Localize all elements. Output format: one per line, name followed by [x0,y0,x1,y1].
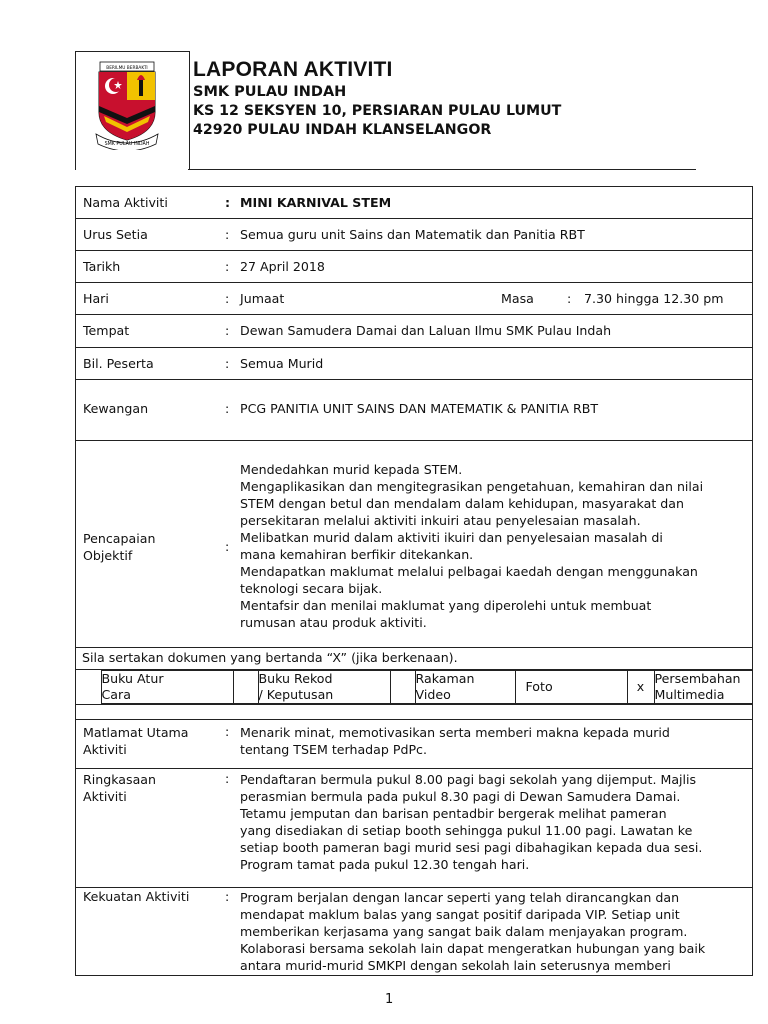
checkbox-foto[interactable]: x [627,671,654,704]
text-line: setiap booth pameran bagi murid sesi pagi dibahagikan kepada dua sesi. [240,840,703,855]
objektif-line: Mendedahkan murid kepada STEM. [240,462,463,477]
text-line: Kolaborasi bersama sekolah lain dapat mengeratkan hubungan yang baik [240,941,706,956]
dokumen-label: Persembahan [654,671,741,686]
value-kewangan: PCG PANITIA UNIT SAINS DAN MATEMATIK & PANITIA RBT [240,401,599,416]
dokumen-label: Multimedia [654,687,725,702]
label-line: Ringkasaan [83,772,156,787]
school-name: SMK PULAU INDAH [193,84,347,100]
label-bil-peserta: Bil. Peserta [83,356,154,371]
text-line: Menarik minat, memotivasikan serta memberi makna kepada murid [240,725,670,740]
label-line: Aktiviti [83,742,127,757]
label-ringkasan-aktiviti [83,771,156,805]
label-kewangan: Kewangan [83,401,149,416]
label-line: Matlamat Utama [83,725,189,740]
text-line: antara murid-murid SMKPI dengan sekolah lain seterusnya memberi [240,958,671,973]
dokumen-label: Buku Atur [101,671,164,686]
colon: : [225,401,230,416]
dokumen-label: Buku Rekod [258,671,333,686]
report-table [75,186,753,976]
school-address-line2: 42920 PULAU INDAH KLANSELANGOR [193,122,492,138]
row-matlamat-utama [76,720,753,769]
crest-motto: BERILMU BERBAKTI [106,66,148,71]
crest-name: SMK PULAU INDAH [104,142,150,147]
dokumen-foto [515,671,627,704]
header-underline [188,169,696,170]
row-dokumen-instruction [76,648,753,670]
dokumen-buku-atur-cara [101,671,233,704]
text-line: yang disediakan di setiap booth sehingga pukul 11.00 pagi. Lawatan ke [240,823,693,838]
checkbox-buku-rekod[interactable] [233,671,258,704]
page-number: 1 [385,992,394,1007]
label-pencapaian: Pencapaian [83,531,156,546]
row-hari [76,283,753,315]
dokumen-label: Cara [101,687,131,702]
colon: : [225,724,230,739]
objektif-line: Mentafsir dan menilai maklumat yang diperolehi untuk membuat [240,598,652,613]
row-tarikh [76,251,753,283]
label-tempat: Tempat [83,323,130,338]
row-bil-peserta [76,348,753,380]
school-crest-logo [94,60,160,150]
colon: : [225,291,230,306]
objektif-list [240,461,703,631]
row-kekuatan-aktiviti [76,888,753,976]
text-line: Program berjalan dengan lancar seperti yang telah dirancangkan dan [240,890,680,905]
colon: : [567,291,572,306]
label-tarikh: Tarikh [83,259,121,274]
label-nama-aktiviti: Nama Aktiviti [83,195,168,210]
dokumen-persembahan-multimedia [654,671,753,704]
report-title: LAPORAN AKTIVITI [193,58,393,81]
row-pencapaian-objektif [76,441,753,648]
colon: : [225,539,230,554]
colon: : [225,771,230,786]
text-line: Tetamu jemputan dan barisan pentadbir bergerak melihat pameran [240,806,667,821]
colon: : [225,259,230,274]
row-kewangan [76,380,753,441]
objektif-line: rumusan atau produk aktiviti. [240,615,427,630]
colon: : [225,195,231,210]
row-tempat [76,315,753,348]
dokumen-label: Video [415,687,451,702]
value-urus-setia: Semua guru unit Sains dan Matematik dan Panitia RBT [240,227,585,242]
value-bil-peserta: Semua Murid [240,356,324,371]
text-line: Pendaftaran bermula pukul 8.00 pagi bagi sekolah yang dijemput. Majlis [240,772,697,787]
row-urus-setia [76,219,753,251]
label-masa: Masa [501,291,534,306]
label-urus-setia: Urus Setia [83,227,148,242]
school-address-line1: KS 12 SEKSYEN 10, PERSIARAN PULAU LUMUT [193,103,562,119]
objektif-line: persekitaran melalui aktiviti inkuiri atau penyelesaian masalah. [240,513,641,528]
colon: : [225,323,230,338]
text-line: memberikan kerjasama yang sangat baik dalam menjayakan program. [240,924,688,939]
text-line: mendapat maklum balas yang sangat positif daripada VIP. Setiap unit [240,907,680,922]
dokumen-instruction: Sila sertakan dokumen yang bertanda “X” (jika berkenaan). [82,650,458,665]
colon: : [225,356,230,371]
header-text [193,58,561,140]
objektif-line: STEM dengan betul dan mendalam dalam kehidupan, masyarakat dan [240,496,684,511]
row-spacer [76,705,753,720]
row-nama-aktiviti [76,187,753,219]
value-masa: 7.30 hingga 12.30 pm [584,291,724,306]
dokumen-checklist [76,670,753,704]
value-tempat: Dewan Samudera Damai dan Laluan Ilmu SMK Pulau Indah [240,323,612,338]
text-line: Program tamat pada pukul 12.30 tengah hari. [240,857,530,872]
row-ringkasan-aktiviti [76,769,753,888]
label-matlamat-utama [83,724,189,758]
checkbox-rakaman-video[interactable] [390,671,415,704]
text-line: perasmian bermula pada pukul 8.30 pagi di Dewan Samudera Damai. [240,789,681,804]
objektif-line: Mendapatkan maklumat melalui pelbagai kaedah dengan menggunakan [240,564,698,579]
dokumen-buku-rekod [258,671,390,704]
row-dokumen-checklist [76,670,753,705]
colon: : [225,889,230,904]
label-kekuatan-aktiviti: Kekuatan Aktiviti [83,889,190,904]
objektif-line: Melibatkan murid dalam aktiviti ikuiri dan penyelesaian masalah di [240,530,663,545]
label-objektif: Objektif [83,548,133,563]
value-hari: Jumaat [240,291,285,306]
dokumen-label: / Keputusan [258,687,334,702]
objektif-line: teknologi secara bijak. [240,581,383,596]
dokumen-rakaman-video [415,671,515,704]
checkbox-buku-atur-cara[interactable] [76,671,101,704]
ringkasan-text [240,771,702,873]
objektif-line: mana kemahiran berfikir ditekankan. [240,547,474,562]
label-hari: Hari [83,291,109,306]
objektif-line: Mengaplikasikan dan mengitegrasikan pengetahuan, kemahiran dan nilai [240,479,704,494]
value-tarikh: 27 April 2018 [240,259,325,274]
value-nama-aktiviti: MINI KARNIVAL STEM [240,195,392,210]
colon: : [225,227,230,242]
kekuatan-text [240,889,705,974]
dokumen-label: Foto [525,679,553,694]
matlamat-text [240,724,670,758]
text-line: tentang TSEM terhadap PdPc. [240,742,427,757]
label-line: Aktiviti [83,789,127,804]
dokumen-label: Rakaman [415,671,475,686]
